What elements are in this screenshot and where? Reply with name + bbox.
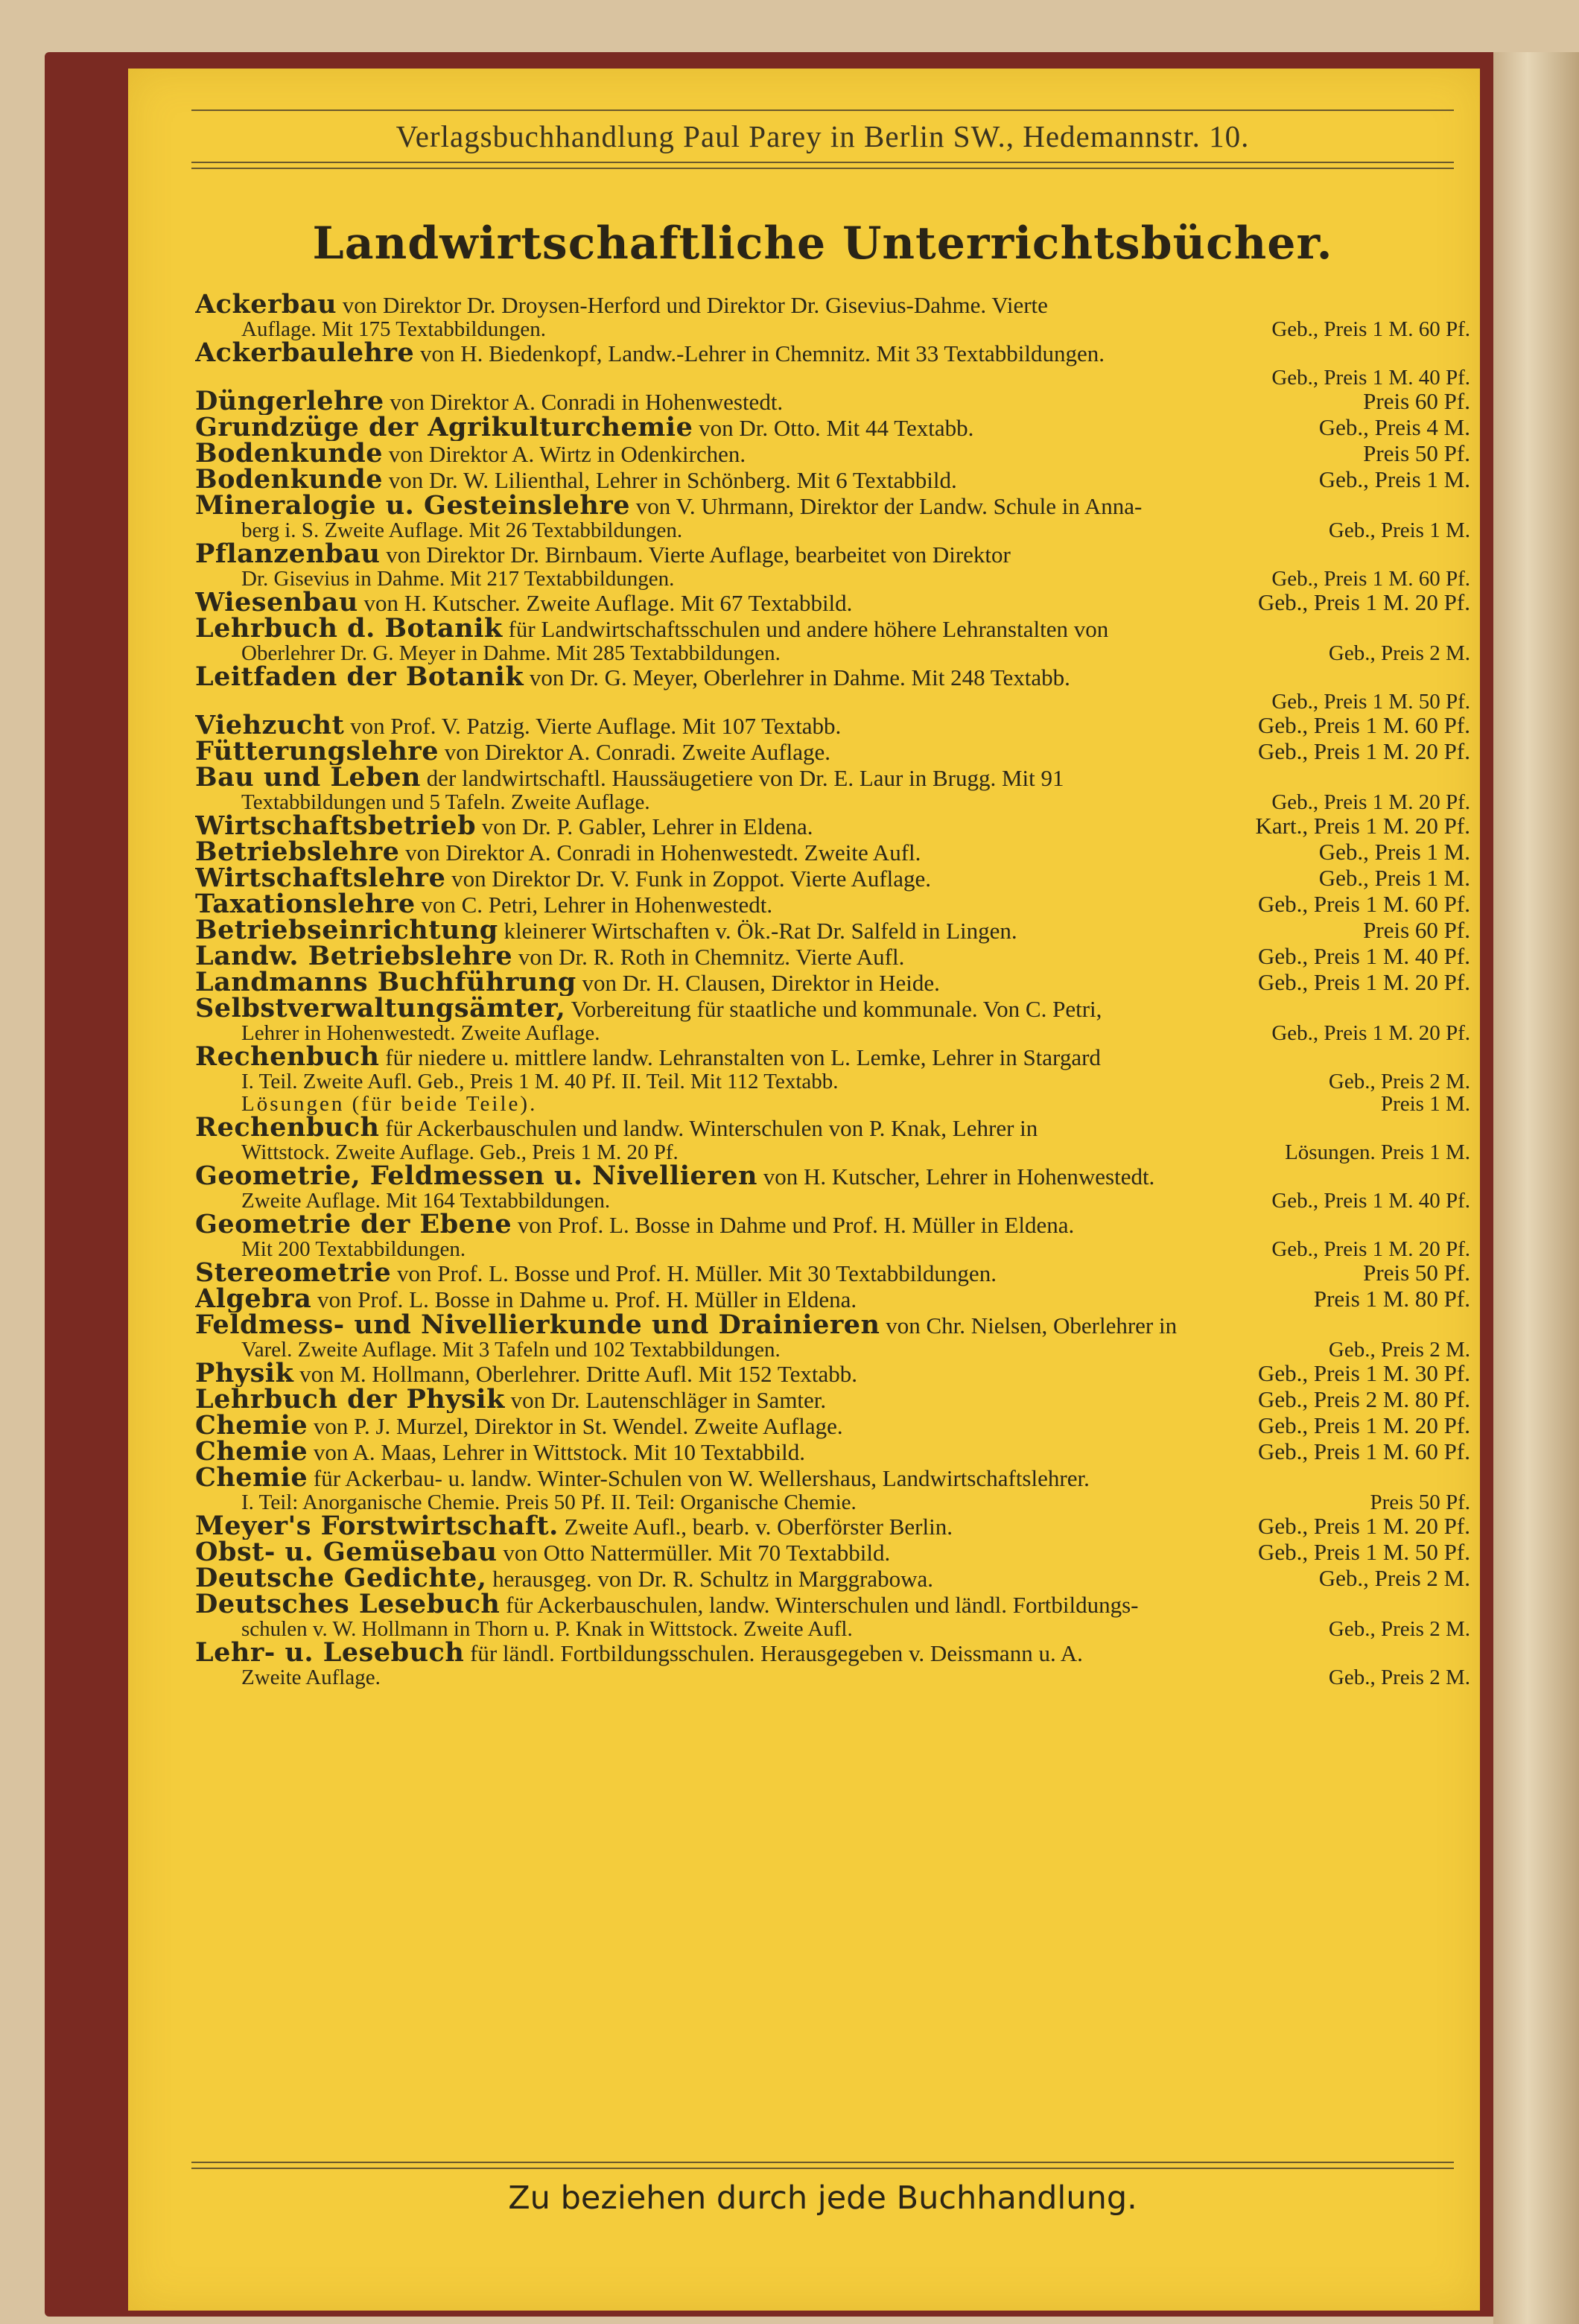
entry-first-line [195, 765, 1476, 791]
book-price: Geb., Preis 2 M. [1318, 1566, 1470, 1591]
entry-continuation-line [195, 568, 1476, 590]
book-entry [195, 1286, 1476, 1312]
entry-first-line [195, 970, 1476, 996]
entry-continuation-line [195, 1070, 1476, 1093]
entry-first-line [195, 1540, 1476, 1566]
book-title: Selbstverwaltungsämter, [195, 996, 566, 1022]
book-price: Geb., Preis 1 M. 60 Pf. [1257, 713, 1470, 738]
book-description: von Direktor A. Conradi in Hohenwestedt. [390, 389, 784, 415]
entry-first-line [195, 1312, 1476, 1339]
entry-main-text [195, 292, 1048, 318]
book-title: Geometrie der Ebene [195, 1212, 512, 1238]
book-price: Preis 60 Pf. [1363, 918, 1470, 943]
book-title: Pflanzenbau [195, 542, 381, 568]
entry-main-text [195, 441, 746, 467]
book-price: Geb., Preis 1 M. 20 Pf. [1257, 970, 1470, 995]
book-title: Chemie [195, 1465, 308, 1491]
book-title: Viehzucht [195, 713, 345, 739]
book-price: Geb., Preis 1 M. 20 Pf. [1257, 590, 1470, 615]
book-entry [195, 1592, 1476, 1640]
book-entry [195, 616, 1476, 664]
book-price: Preis 1 M. 80 Pf. [1313, 1286, 1470, 1312]
book-title: Chemie [195, 1439, 308, 1465]
entry-continuation-line [195, 1022, 1476, 1044]
entry-main-text [195, 1044, 1101, 1070]
entry-main-text [195, 1566, 933, 1592]
continuation-text: Lösungen (für beide Teile). [241, 1093, 538, 1115]
entry-first-line [195, 1640, 1476, 1666]
entry-continuation-line [195, 318, 1476, 340]
entry-main-text [195, 590, 852, 616]
book-title: Lehr- u. Lesebuch [195, 1640, 465, 1666]
entry-first-line [195, 1260, 1476, 1286]
book-title: Rechenbuch [195, 1044, 380, 1070]
entry-main-text [195, 664, 1070, 690]
book-description: von Dr. P. Gabler, Lehrer in Eldena. [481, 813, 813, 839]
book-price: Geb., Preis 1 M. 60 Pf. [1257, 892, 1470, 917]
entry-first-line [195, 616, 1476, 642]
book-title: Feldmess- und Nivellierkunde und Drainieren [195, 1312, 880, 1339]
entry-continuation-line [195, 642, 1476, 664]
book-price: Geb., Preis 1 M. 20 Pf. [1271, 1238, 1470, 1260]
entry-main-text [195, 713, 841, 739]
entry-first-line [195, 292, 1476, 318]
book-description: für Ackerbau- u. landw. Winter-Schulen von W. Wellershaus, Landwirtschaftslehrer. [313, 1465, 1090, 1491]
entry-main-text [195, 1361, 857, 1387]
continuation-text: Oberlehrer Dr. G. Meyer in Dahme. Mit 285 Textabbildungen. [241, 642, 781, 664]
entry-main-text [195, 1640, 1083, 1666]
book-entry [195, 1640, 1476, 1689]
book-price: Geb., Preis 1 M. 20 Pf. [1271, 1022, 1470, 1044]
entry-first-line [195, 493, 1476, 519]
book-description: von A. Maas, Lehrer in Wittstock. Mit 10 Textabbild. [313, 1439, 806, 1465]
book-description: für Ackerbauschulen, landw. Winterschulen und ländl. Fortbildungs- [506, 1592, 1139, 1618]
entry-main-text [195, 542, 1011, 568]
book-price: Geb., Preis 2 M. [1328, 1666, 1470, 1689]
book-price: Geb., Preis 1 M. 40 Pf. [1257, 944, 1470, 969]
continuation-text: Zweite Auflage. Mit 164 Textabbildungen. [241, 1190, 611, 1212]
entry-main-text [195, 866, 931, 892]
entry-main-text [195, 1212, 1074, 1238]
footer-double-rule [191, 2162, 1454, 2169]
entry-first-line [195, 918, 1476, 944]
book-entry [195, 441, 1476, 467]
book-entry [195, 970, 1476, 996]
footer-text: Zu beziehen durch jede Buchhandlung. [508, 2179, 1137, 2217]
entry-main-text [195, 839, 921, 866]
book-entry [195, 813, 1476, 839]
entry-first-line [195, 1387, 1476, 1413]
book-price: Geb., Preis 1 M. 20 Pf. [1257, 1514, 1470, 1539]
book-title: Deutsches Lesebuch [195, 1592, 501, 1618]
entry-main-text [195, 389, 783, 415]
book-description: von H. Biedenkopf, Landw.-Lehrer in Chemnitz. Mit 33 Textabbildungen. [420, 340, 1105, 366]
book-price: Geb., Preis 2 M. [1328, 1618, 1470, 1640]
book-title: Wirtschaftsbetrieb [195, 813, 477, 839]
book-description: von Dr. W. Lilienthal, Lehrer in Schönberg. Mit 6 Textabbild. [388, 467, 957, 493]
book-entry [195, 918, 1476, 944]
book-entry [195, 1163, 1476, 1212]
book-title: Betriebslehre [195, 839, 400, 866]
entry-main-text [195, 1413, 843, 1439]
entry-continuation-line [195, 690, 1476, 713]
book-entry [195, 340, 1476, 389]
book-price: Geb., Preis 1 M. 20 Pf. [1271, 791, 1470, 813]
book-title: Düngerlehre [195, 389, 384, 415]
entry-first-line [195, 340, 1476, 366]
book-title: Landw. Betriebslehre [195, 944, 513, 970]
book-title: Wirtschaftslehre [195, 866, 446, 892]
book-description: von Prof. L. Bosse in Dahme u. Prof. H. Müller in Eldena. [317, 1286, 857, 1312]
book-description: kleinerer Wirtschaften v. Ök.-Rat Dr. Salfeld in Lingen. [503, 918, 1017, 944]
entry-first-line [195, 1439, 1476, 1465]
book-title: Geometrie, Feldmessen u. Nivellieren [195, 1163, 757, 1190]
book-description: von Prof. L. Bosse in Dahme und Prof. H. Müller in Eldena. [517, 1212, 1075, 1238]
entry-first-line [195, 713, 1476, 739]
entry-main-text [195, 616, 1108, 642]
entry-first-line [195, 1286, 1476, 1312]
book-description: von Direktor Dr. Birnbaum. Vierte Auflage, bearbeitet von Direktor [386, 542, 1011, 568]
book-description: von Otto Nattermüller. Mit 70 Textabbild. [503, 1540, 891, 1566]
book-price: Preis 60 Pf. [1363, 389, 1470, 414]
book-price: Geb., Preis 1 M. 60 Pf. [1271, 318, 1470, 340]
continuation-text: Varel. Zweite Auflage. Mit 3 Tafeln und 102 Textabbildungen. [241, 1339, 781, 1361]
book-price: Geb., Preis 1 M. 20 Pf. [1257, 1413, 1470, 1438]
book-title: Stereometrie [195, 1260, 392, 1286]
entry-first-line [195, 664, 1476, 690]
book-entry [195, 1212, 1476, 1260]
book-description: der landwirtschaftl. Haussäugetiere von Dr. E. Laur in Brugg. Mit 91 [426, 765, 1064, 791]
book-entry [195, 1044, 1476, 1115]
book-price: Geb., Preis 1 M. [1318, 839, 1470, 865]
entry-main-text [195, 970, 940, 996]
book-title: Lehrbuch d. Botanik [195, 616, 503, 642]
book-description: von P. J. Murzel, Direktor in St. Wendel. Zweite Auflage. [313, 1413, 843, 1439]
book-description: von Prof. L. Bosse und Prof. H. Müller. Mit 30 Textabbildungen. [397, 1260, 997, 1286]
book-description: von Dr. Lautenschläger in Samter. [510, 1387, 827, 1413]
book-entry [195, 292, 1476, 340]
entry-first-line [195, 1044, 1476, 1070]
entry-main-text [195, 813, 813, 839]
book-title: Grundzüge der Agrikulturchemie [195, 415, 693, 441]
book-title: Leitfaden der Botanik [195, 664, 524, 690]
entry-first-line [195, 415, 1476, 441]
book-entry [195, 996, 1476, 1044]
entry-first-line [195, 813, 1476, 839]
book-entry [195, 415, 1476, 441]
book-entry [195, 467, 1476, 493]
book-entry [195, 542, 1476, 590]
book-entry [195, 713, 1476, 739]
book-entry [195, 839, 1476, 866]
entry-main-text [195, 765, 1064, 791]
entry-continuation-line [195, 1190, 1476, 1212]
book-description: für Landwirtschaftsschulen und andere höhere Lehranstalten von [508, 616, 1109, 642]
book-entry [195, 1540, 1476, 1566]
book-entry [195, 739, 1476, 765]
entry-first-line [195, 1592, 1476, 1618]
book-price: Geb., Preis 4 M. [1318, 415, 1470, 440]
book-description: von H. Kutscher, Lehrer in Hohenwestedt. [763, 1163, 1155, 1190]
entry-main-text [195, 996, 1102, 1022]
book-description: von Dr. G. Meyer, Oberlehrer in Dahme. Mit 248 Textabb. [529, 664, 1070, 690]
entry-continuation-line [195, 1666, 1476, 1689]
continuation-text: Textabbildungen und 5 Tafeln. Zweite Auflage. [241, 791, 650, 813]
book-entry [195, 1387, 1476, 1413]
book-title: Meyer's Forstwirtschaft. [195, 1514, 559, 1540]
book-title: Bau und Leben [195, 765, 422, 791]
book-price: Geb., Preis 2 M. [1328, 642, 1470, 664]
entry-first-line [195, 1566, 1476, 1592]
entry-continuation-line [195, 1141, 1476, 1163]
entry-continuation-line [195, 1491, 1476, 1514]
entry-first-line [195, 1115, 1476, 1141]
book-price: Geb., Preis 2 M. [1328, 1339, 1470, 1361]
book-price: Geb., Preis 2 M. [1328, 1070, 1470, 1093]
entry-first-line [195, 996, 1476, 1022]
entry-first-line [195, 1212, 1476, 1238]
book-price: Geb., Preis 1 M. 40 Pf. [1271, 1190, 1470, 1212]
entry-main-text [195, 1592, 1139, 1618]
book-title: Deutsche Gedichte, [195, 1566, 487, 1592]
book-price: Geb., Preis 1 M. 20 Pf. [1257, 739, 1470, 764]
entry-continuation-line [195, 366, 1476, 389]
entry-first-line [195, 590, 1476, 616]
book-title: Rechenbuch [195, 1115, 380, 1141]
entry-first-line [195, 866, 1476, 892]
book-price: Geb., Preis 2 M. 80 Pf. [1257, 1387, 1470, 1412]
book-entry [195, 389, 1476, 415]
book-price: Preis 50 Pf. [1363, 441, 1470, 466]
entry-main-text [195, 1540, 890, 1566]
book-description: Zweite Aufl., bearb. v. Oberförster Berlin. [564, 1514, 953, 1540]
book-entry [195, 1465, 1476, 1514]
entry-first-line [195, 441, 1476, 467]
book-entry [195, 1312, 1476, 1361]
entry-main-text [195, 944, 904, 970]
book-description: von Direktor A. Conradi in Hohenwestedt. Zweite Aufl. [405, 839, 921, 866]
book-description: von Dr. Otto. Mit 44 Textabb. [699, 415, 974, 441]
book-entry [195, 892, 1476, 918]
book-price: Geb., Preis 1 M. 60 Pf. [1271, 568, 1470, 590]
entry-main-text [195, 415, 973, 441]
book-description: von Dr. R. Roth in Chemnitz. Vierte Aufl. [518, 944, 905, 970]
book-price: Lösungen. Preis 1 M. [1285, 1141, 1470, 1163]
book-description: von V. Uhrmann, Direktor der Landw. Schule in Anna- [635, 493, 1143, 519]
book-title: Betriebseinrichtung [195, 918, 498, 944]
book-entry [195, 493, 1476, 542]
entry-first-line [195, 542, 1476, 568]
book-entry [195, 765, 1476, 813]
book-price: Geb., Preis 1 M. [1328, 519, 1470, 542]
entry-main-text [195, 493, 1142, 519]
header [191, 109, 1454, 169]
book-price: Geb., Preis 1 M. [1318, 866, 1470, 891]
continuation-text: Lehrer in Hohenwestedt. Zweite Auflage. [241, 1022, 600, 1044]
book-description: von Direktor A. Conradi. Zweite Auflage. [444, 739, 831, 765]
book-title: Fütterungslehre [195, 739, 439, 765]
continuation-text: Mit 200 Textabbildungen. [241, 1238, 466, 1260]
book-title: Lehrbuch der Physik [195, 1387, 505, 1413]
publisher-line: Verlagsbuchhandlung Paul Parey in Berlin SW., Hedemannstr. 10. [395, 119, 1250, 153]
book-description: von Prof. V. Patzig. Vierte Auflage. Mit 107 Textabb. [350, 713, 842, 739]
entry-continuation-line [195, 791, 1476, 813]
entry-main-text [195, 918, 1017, 944]
book-price: Geb., Preis 1 M. 40 Pf. [1271, 366, 1470, 389]
book-title: Landmanns Buchführung [195, 970, 576, 996]
book-entry [195, 1413, 1476, 1439]
entry-continuation-line [195, 1339, 1476, 1361]
continuation-text: I. Teil. Zweite Aufl. Geb., Preis 1 M. 40 Pf. II. Teil. Mit 112 Textabb. [241, 1070, 839, 1093]
continuation-text: I. Teil: Anorganische Chemie. Preis 50 Pf. II. Teil: Organische Chemie. [241, 1491, 857, 1514]
book-entry [195, 1439, 1476, 1465]
book-description: von Direktor Dr. Droysen-Herford und Direktor Dr. Gisevius-Dahme. Vierte [342, 292, 1048, 318]
entry-first-line [195, 739, 1476, 765]
book-price: Geb., Preis 1 M. 50 Pf. [1271, 690, 1470, 713]
book-price: Geb., Preis 1 M. 60 Pf. [1257, 1439, 1470, 1464]
entry-first-line [195, 839, 1476, 866]
continuation-text: berg i. S. Zweite Auflage. Mit 26 Textabbildungen. [241, 519, 683, 542]
book-price: Geb., Preis 1 M. 50 Pf. [1257, 1540, 1470, 1565]
entry-main-text [195, 892, 772, 918]
entry-main-text [195, 1465, 1090, 1491]
header-double-rule [191, 162, 1454, 169]
book-title: Taxationslehre [195, 892, 416, 918]
continuation-text: schulen v. W. Hollmann in Thorn u. P. Knak in Wittstock. Zweite Aufl. [241, 1618, 853, 1640]
book-title: Obst- u. Gemüsebau [195, 1540, 498, 1566]
book-description: von H. Kutscher. Zweite Auflage. Mit 67 Textabbild. [363, 590, 853, 616]
book-description: herausgeg. von Dr. R. Schultz in Marggrabowa. [492, 1566, 933, 1592]
book-description: von Direktor Dr. V. Funk in Zoppot. Vierte Auflage. [451, 866, 932, 892]
book-entry [195, 1260, 1476, 1286]
book-entry [195, 866, 1476, 892]
book-title: Ackerbaulehre [195, 340, 415, 366]
book-description: für niedere u. mittlere landw. Lehranstalten von L. Lemke, Lehrer in Stargard [385, 1044, 1101, 1070]
continuation-text: Zweite Auflage. [241, 1666, 381, 1689]
entry-continuation-line [195, 1618, 1476, 1640]
book-price: Preis 50 Pf. [1363, 1260, 1470, 1286]
entry-first-line [195, 1514, 1476, 1540]
book-entry [195, 1514, 1476, 1540]
entry-first-line [195, 467, 1476, 493]
entry-main-text [195, 340, 1105, 366]
entry-continuation-line [195, 1238, 1476, 1260]
book-description: von Chr. Nielsen, Oberlehrer in [886, 1312, 1178, 1339]
book-price: Preis 1 M. [1380, 1093, 1470, 1115]
book-price: Geb., Preis 1 M. [1318, 467, 1470, 492]
entry-main-text [195, 739, 830, 765]
book-price: Preis 50 Pf. [1370, 1491, 1470, 1514]
book-entry [195, 590, 1476, 616]
book-list [195, 292, 1476, 1689]
book-description: von M. Hollmann, Oberlehrer. Dritte Aufl. Mit 152 Textabb. [299, 1361, 857, 1387]
entry-main-text [195, 1514, 953, 1540]
entry-main-text [195, 1115, 1038, 1141]
continuation-text: Auflage. Mit 175 Textabbildungen. [241, 318, 547, 340]
book-spine [1493, 52, 1579, 2324]
book-title: Bodenkunde [195, 467, 383, 493]
entry-first-line [195, 1361, 1476, 1387]
advertisement-page [128, 69, 1480, 2311]
entry-first-line [195, 389, 1476, 415]
book-title: Ackerbau [195, 292, 337, 318]
book-title: Mineralogie u. Gesteinslehre [195, 493, 631, 519]
entry-first-line [195, 1163, 1476, 1190]
entry-first-line [195, 1413, 1476, 1439]
book-description: von C. Petri, Lehrer in Hohenwestedt. [421, 892, 773, 918]
book-entry [195, 664, 1476, 713]
entry-main-text [195, 1286, 857, 1312]
entry-first-line [195, 892, 1476, 918]
continuation-text: Wittstock. Zweite Auflage. Geb., Preis 1 M. 20 Pf. [241, 1141, 679, 1163]
book-entry [195, 1361, 1476, 1387]
footer [191, 2162, 1454, 2217]
book-description: für ländl. Fortbildungsschulen. Herausgegeben v. Deissmann u. A. [470, 1640, 1083, 1666]
book-price: Kart., Preis 1 M. 20 Pf. [1255, 813, 1470, 839]
entry-continuation-line [195, 519, 1476, 542]
entry-first-line [195, 1465, 1476, 1491]
book-price: Geb., Preis 1 M. 30 Pf. [1257, 1361, 1470, 1386]
entry-main-text [195, 1163, 1154, 1190]
entry-first-line [195, 944, 1476, 970]
book-description: Vorbereitung für staatliche und kommunale. Von C. Petri, [571, 996, 1102, 1022]
book-description: von Direktor A. Wirtz in Odenkirchen. [388, 441, 746, 467]
book-title: Wiesenbau [195, 590, 358, 616]
book-entry [195, 1115, 1476, 1163]
entry-main-text [195, 1387, 826, 1413]
entry-main-text [195, 1312, 1177, 1339]
entry-main-text [195, 467, 957, 493]
entry-continuation-line [195, 1093, 1476, 1115]
entry-main-text [195, 1260, 997, 1286]
page-title: Landwirtschaftliche Unterrichtsbücher. [312, 218, 1333, 270]
book-title: Bodenkunde [195, 441, 383, 467]
book-entry [195, 944, 1476, 970]
continuation-text: Dr. Gisevius in Dahme. Mit 217 Textabbildungen. [241, 568, 675, 590]
entry-main-text [195, 1439, 805, 1465]
book-description: von Dr. H. Clausen, Direktor in Heide. [582, 970, 940, 996]
book-title: Physik [195, 1361, 294, 1387]
book-description: für Ackerbauschulen und landw. Winterschulen von P. Knak, Lehrer in [385, 1115, 1038, 1141]
book-title: Algebra [195, 1286, 312, 1312]
book-entry [195, 1566, 1476, 1592]
book-title: Chemie [195, 1413, 308, 1439]
